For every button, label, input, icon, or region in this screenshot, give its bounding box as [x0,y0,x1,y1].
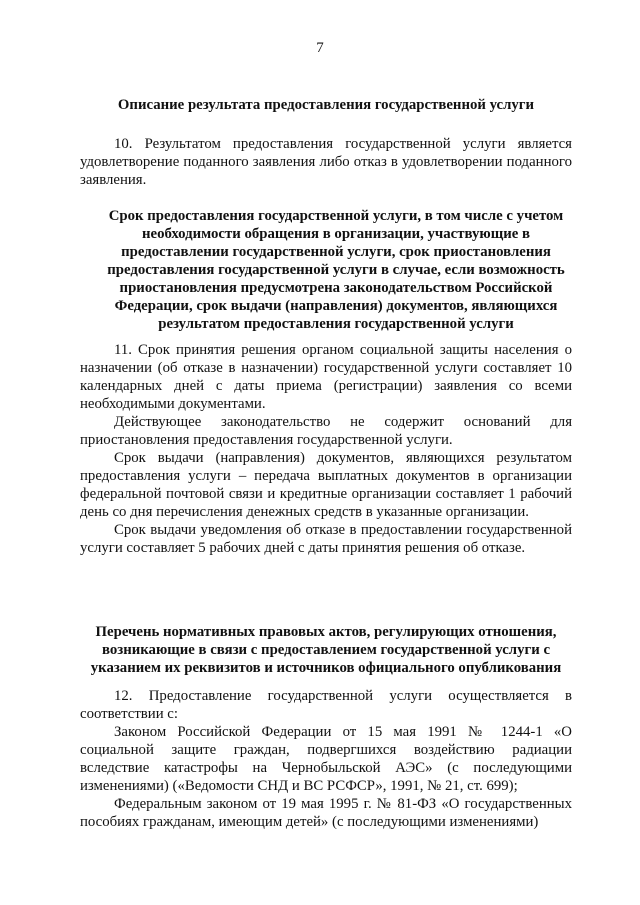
paragraph-refusal-term: Срок выдачи уведомления об отказе в предоставлении государственной услуги составляет 5 рабочих дней с даты принятия решения об отказе. [80,522,572,556]
paragraph-12: 12. Предоставление государственной услуги осуществляется в соответствии с: [80,688,572,722]
page-number: 7 [316,40,324,56]
section-heading-legal-acts: Перечень нормативных правовых актов, регулирующих отношения, возникающие в связи с предоставлением государственной услуги с указанием их реквизитов и источников официального опубликования [90,624,562,676]
section-heading-result: Описание результата предоставления государственной услуги [117,97,535,113]
paragraph-10: 10. Результатом предоставления государственной услуги является удовлетворение поданного заявления либо отказ в удовлетворении поданного заявления. [80,136,572,188]
paragraph-law-1991: Законом Российской Федерации от 15 мая 1991 № 1244-1 «О социальной защите граждан, подвергшихся воздействию радиации вследствие катастрофы на Чернобыльской АЭС» (с последующими изменениями) («Ведомости СНД и ВС РСФСР», 1991, № 21, ст. 699); [80,724,572,794]
paragraph-11: 11. Срок принятия решения органом социальной защиты населения о назначении (об отказе в назначении) государственной услуги составляет 10 календарных дней с даты приема (регистрации) заявления со всеми необходимыми документами. [80,342,572,412]
paragraph-law-1995: Федеральным законом от 19 мая 1995 г. № 81-ФЗ «О государственных пособиях гражданам, имеющим детей» (с последующими изменениями) [80,796,572,830]
paragraph-issue-term: Срок выдачи (направления) документов, являющихся результатом предоставления услуги – передача выплатных документов в организации федеральной почтовой связи и кредитные организации составляет 1 рабочий день со дня перечисления денежных средств в указанные организации. [80,450,572,520]
paragraph-suspension: Действующее законодательство не содержит оснований для приостановления предоставления государственной услуги. [80,414,572,448]
section-body-result [80,135,572,189]
section-body-legal-acts [80,687,572,831]
section-heading-terms: Срок предоставления государственной услуги, в том числе с учетом необходимости обращения в организации, участвующие в предоставлении государственной услуги, срок приостановления предоставления государственной услуги в случае, если возможность приостановления предусмотрена законодательством Российской Федерации, срок выдачи (направления) документов, являющихся результатом предоставления государственной услуги [107,208,565,332]
section-body-terms [80,341,572,557]
